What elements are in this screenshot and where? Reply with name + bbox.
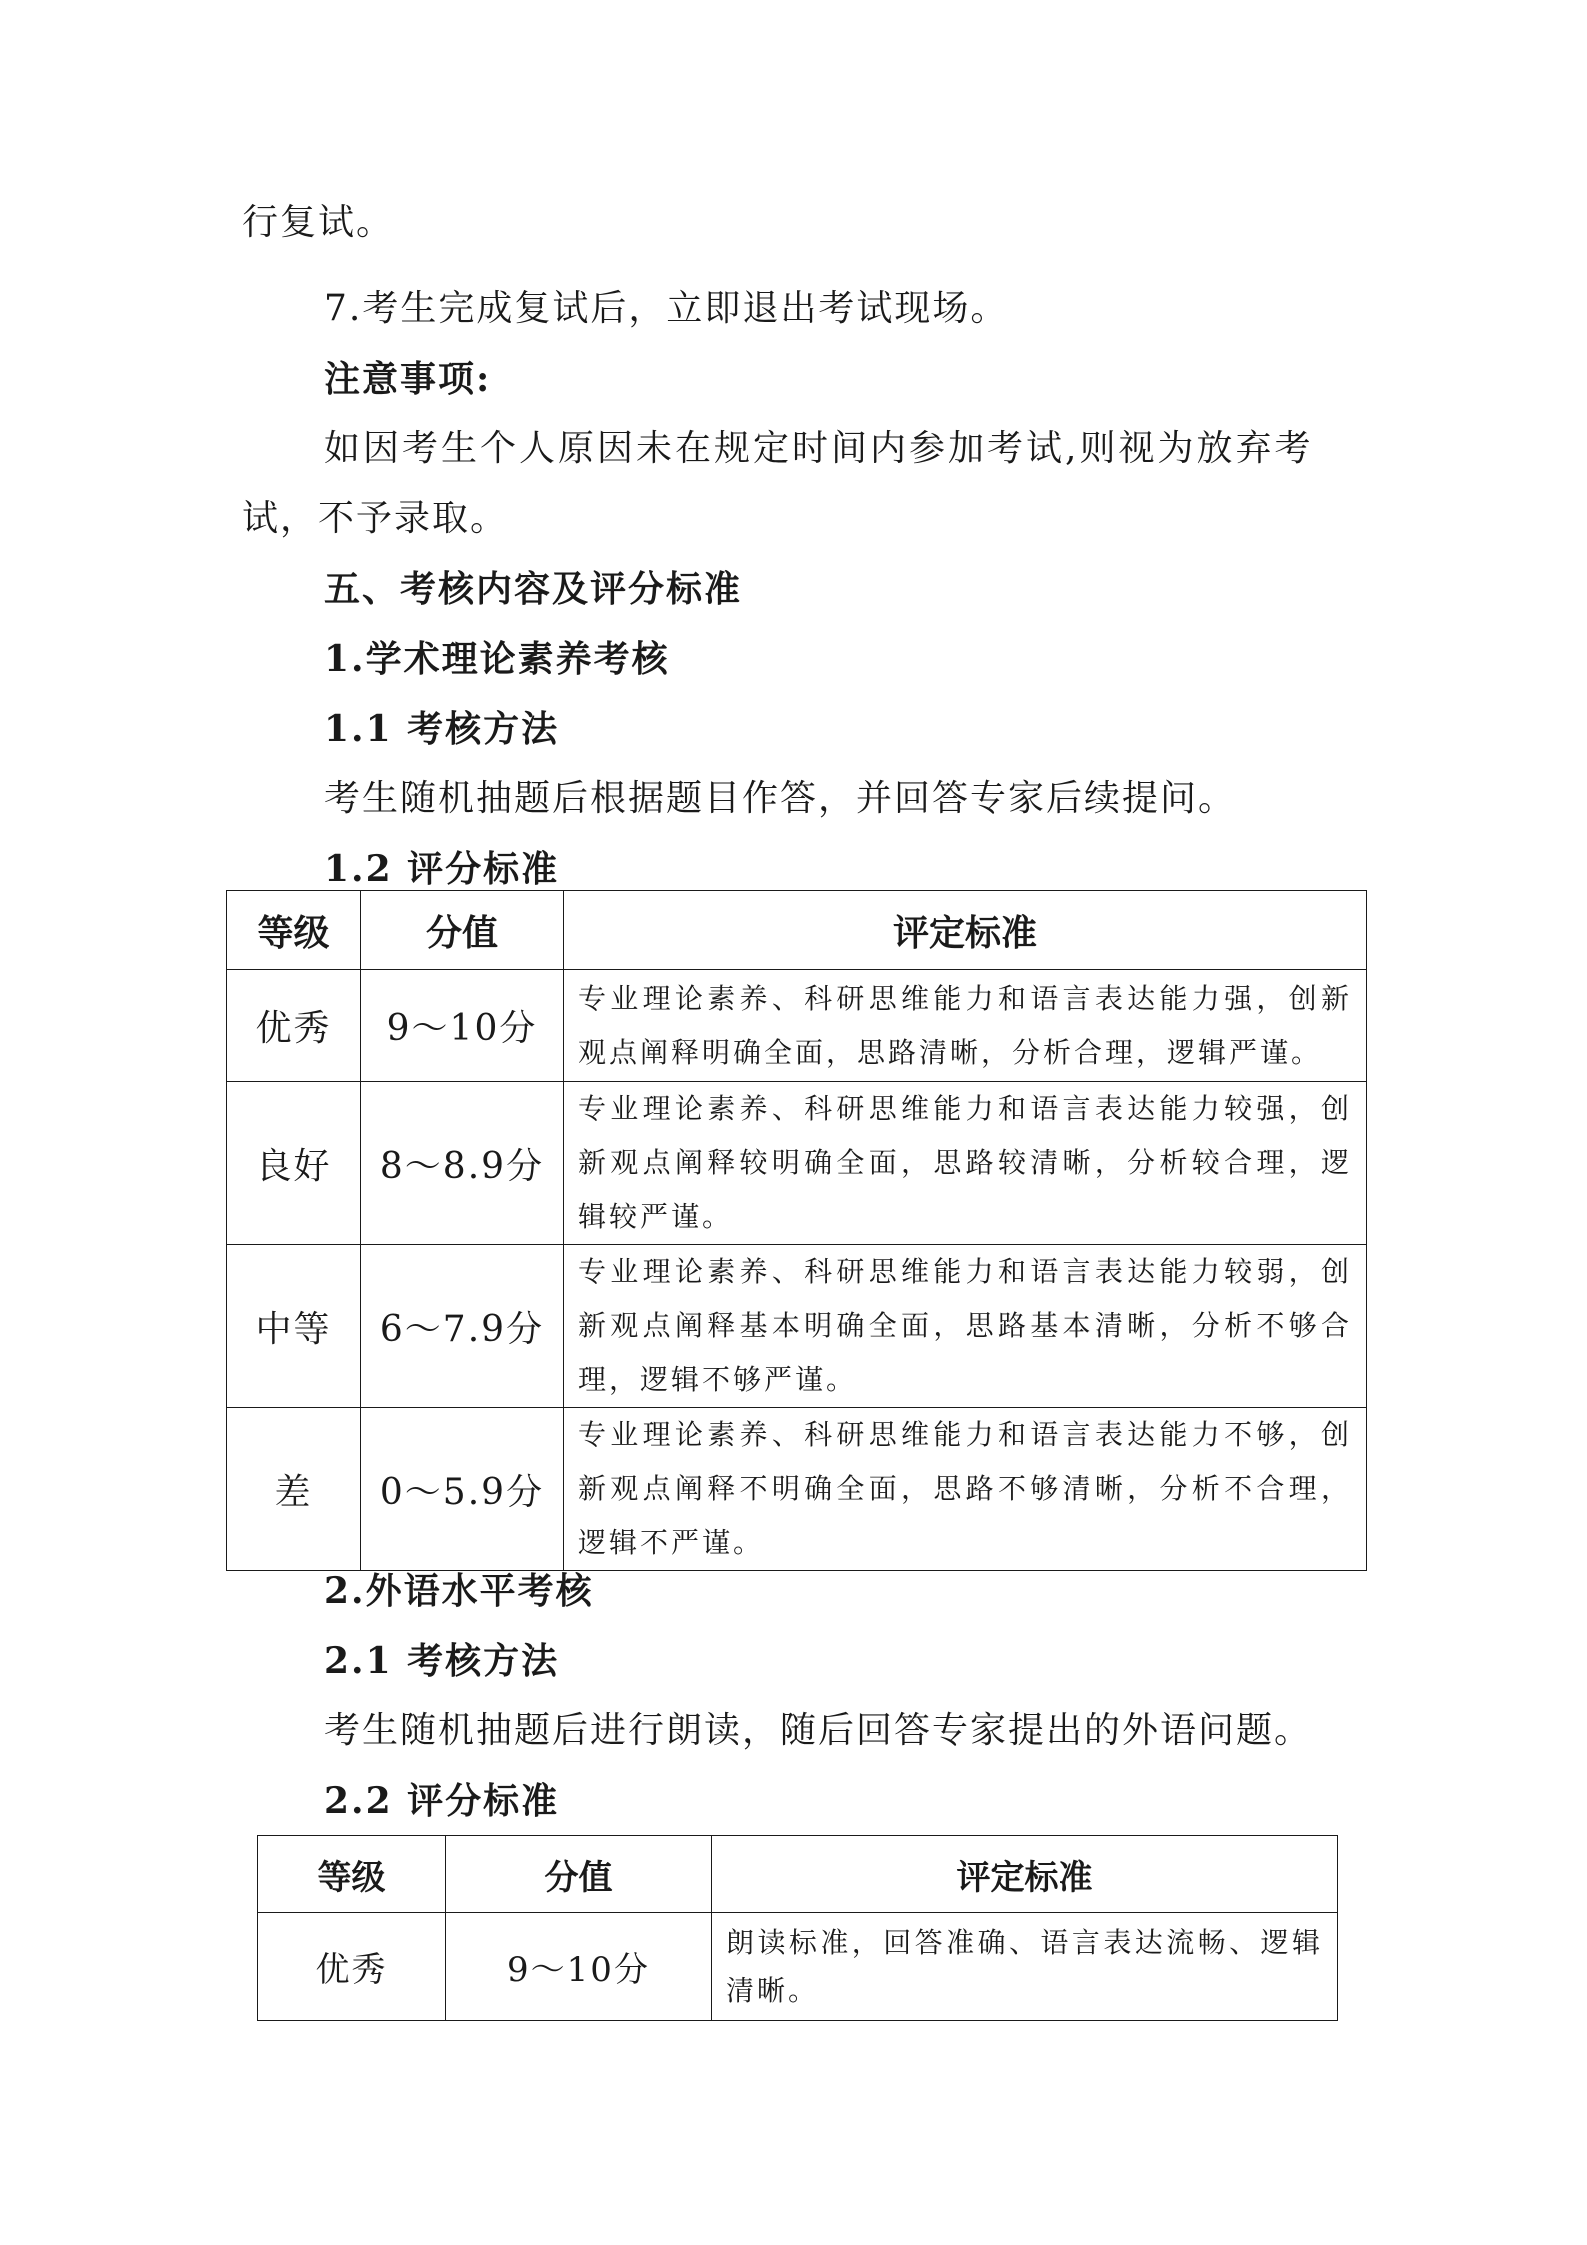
score-cell: 8～8.9分 xyxy=(361,1082,564,1245)
header-score: 分值 xyxy=(361,891,564,970)
notice-text-line2: 试，不予录取。 xyxy=(242,498,509,539)
grade-cell: 差 xyxy=(227,1408,361,1571)
table-row xyxy=(227,1082,1367,1245)
notice-heading: 注意事项: xyxy=(324,358,492,400)
grade-cell: 优秀 xyxy=(227,970,361,1082)
table-row xyxy=(227,1408,1367,1571)
score-cell: 9～10分 xyxy=(361,970,564,1082)
header-score: 分值 xyxy=(446,1836,712,1913)
header-criteria: 评定标准 xyxy=(712,1836,1338,1913)
table-row xyxy=(258,1913,1338,2021)
subsection-heading-2-1: 2.1 考核方法 xyxy=(324,1640,560,1682)
table-header-row xyxy=(227,891,1367,970)
table-row xyxy=(227,1245,1367,1408)
paragraph-item-7: 7.考生完成复试后，立即退出考试现场。 xyxy=(324,288,1009,329)
table-row xyxy=(227,970,1367,1082)
criteria-cell: 专业理论素养、科研思维能力和语言表达能力不够，创新观点阐释不明确全面，思路不够清晰，分析不合理，逻辑不严谨。 xyxy=(564,1408,1367,1571)
score-cell: 9～10分 xyxy=(446,1913,712,2021)
table-header-row xyxy=(258,1836,1338,1913)
header-grade: 等级 xyxy=(258,1836,446,1913)
header-grade: 等级 xyxy=(227,891,361,970)
grade-cell: 优秀 xyxy=(258,1913,446,2021)
scoring-table-academic xyxy=(226,890,1367,1571)
paragraph-method-2: 考生随机抽题后进行朗读，随后回答专家提出的外语问题。 xyxy=(324,1710,1313,1751)
criteria-cell: 专业理论素养、科研思维能力和语言表达能力较弱，创新观点阐释基本明确全面，思路基本清晰，分析不够合理，逻辑不够严谨。 xyxy=(564,1245,1367,1408)
criteria-cell: 专业理论素养、科研思维能力和语言表达能力较强，创新观点阐释较明确全面，思路较清晰，分析较合理，逻辑较严谨。 xyxy=(564,1082,1367,1245)
paragraph-continuation: 行复试。 xyxy=(242,202,395,243)
subsection-heading-2: 2.外语水平考核 xyxy=(324,1570,594,1612)
subsection-heading-2-2: 2.2 评分标准 xyxy=(324,1780,560,1822)
subsection-heading-1-2: 1.2 评分标准 xyxy=(324,848,560,890)
subsection-heading-1-1: 1.1 考核方法 xyxy=(324,708,560,750)
subsection-heading-1: 1.学术理论素养考核 xyxy=(324,638,670,680)
criteria-cell: 专业理论素养、科研思维能力和语言表达能力强，创新观点阐释明确全面，思路清晰，分析合理，逻辑严谨。 xyxy=(564,970,1367,1082)
grade-cell: 中等 xyxy=(227,1245,361,1408)
score-cell: 0～5.9分 xyxy=(361,1408,564,1571)
paragraph-method-1: 考生随机抽题后根据题目作答，并回答专家后续提问。 xyxy=(324,778,1237,819)
score-cell: 6～7.9分 xyxy=(361,1245,564,1408)
scoring-table-language xyxy=(257,1835,1338,2021)
grade-cell: 良好 xyxy=(227,1082,361,1245)
notice-text-line1: 如因考生个人原因未在规定时间内参加考试,则视为放弃考 xyxy=(324,428,1314,469)
criteria-cell: 朗读标准，回答准确、语言表达流畅、逻辑清晰。 xyxy=(712,1913,1338,2021)
section-heading-5: 五、考核内容及评分标准 xyxy=(324,568,743,610)
header-criteria: 评定标准 xyxy=(564,891,1367,970)
